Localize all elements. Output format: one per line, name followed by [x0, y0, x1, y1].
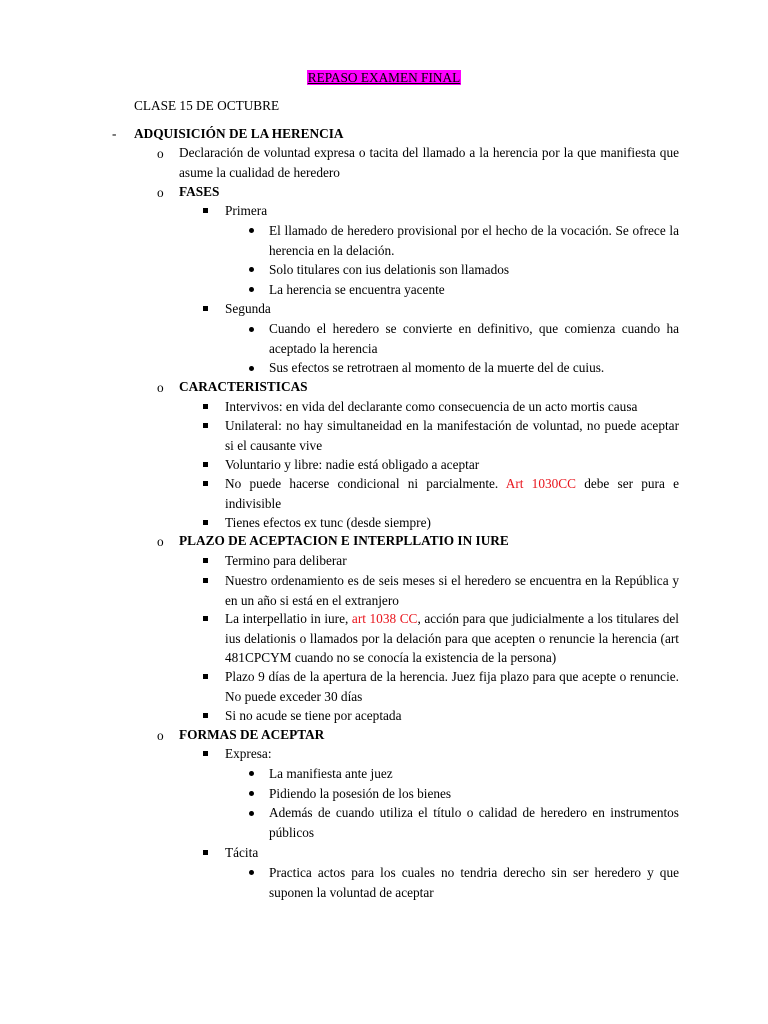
tacita-label: Tácita [225, 845, 259, 860]
segunda-item: Sus efectos se retrotraen al momento de la muerte del de cuius. [269, 360, 605, 375]
square-bullet [203, 474, 208, 493]
square-bullet [203, 843, 208, 862]
plazo-item: Plazo 9 días de la apertura de la herencia. Juez fija plazo para que acepte o renuncie. No puede exceder 30 días [225, 669, 679, 704]
segunda-label: Segunda [225, 301, 271, 316]
round-bullet [249, 863, 254, 882]
square-bullet [203, 551, 208, 570]
round-bullet [249, 784, 254, 803]
plazo-item: La interpellatio in iure, art 1038 CC, acción para que judicialmente a los titulares del ius delationis o llamados por la delación para que acepten o renuncie la herencia (art 481CPCYM cuando no se conocía la existencia de la persona) [225, 611, 680, 665]
round-bullet [249, 280, 254, 299]
square-bullet [203, 609, 208, 628]
round-bullet [249, 359, 254, 378]
caracteristica-item: Voluntario y libre: nadie está obligado a aceptar [225, 457, 480, 472]
expresa-label: Expresa: [225, 746, 272, 761]
fases-heading: FASES [179, 184, 220, 199]
caracteristicas-heading: CARACTERISTICAS [179, 379, 308, 394]
square-bullet [203, 416, 208, 435]
round-bullet [249, 764, 254, 783]
caracteristica-item: No puede hacerse condicional ni parcialmente. Art 1030CC debe ser pura e indivisible [225, 476, 679, 511]
square-bullet [203, 744, 208, 763]
circle-bullet: o [157, 185, 164, 200]
round-bullet [249, 260, 254, 279]
square-bullet [203, 706, 208, 725]
square-bullet [203, 397, 208, 416]
article-reference: Art 1030CC [505, 476, 577, 491]
expresa-item: La manifiesta ante juez [269, 766, 393, 781]
caracteristica-item: Unilateral: no hay simultaneidad en la manifestación de voluntad, no puede aceptar si el causante vive [225, 418, 679, 453]
expresa-item: Pidiendo la posesión de los bienes [269, 786, 452, 801]
definition-text: Declaración de voluntad expresa o tacita del llamado a la herencia por la que manifiesta que asume la cualidad de heredero [179, 145, 679, 180]
tacita-item: Practica actos para los cuales no tendria derecho sin ser heredero y que suponen la voluntad de aceptar [269, 865, 679, 900]
round-bullet [249, 804, 254, 823]
primera-item: La herencia se encuentra yacente [269, 282, 445, 297]
round-bullet [249, 221, 254, 240]
primera-label: Primera [225, 203, 268, 218]
dash-bullet: - [112, 126, 117, 141]
circle-bullet: o [157, 380, 164, 395]
formas-heading: FORMAS DE ACEPTAR [179, 727, 325, 742]
caracteristica-item: Tienes efectos ex tunc (desde siempre) [225, 515, 431, 530]
square-bullet [203, 201, 208, 220]
caracteristica-item: Intervivos: en vida del declarante como consecuencia de un acto mortis causa [225, 399, 638, 414]
document-title: REPASO EXAMEN FINAL [307, 70, 461, 85]
segunda-item: Cuando el heredero se convierte en definitivo, que comienza cuando ha aceptado la herencia [269, 321, 679, 356]
primera-item: El llamado de heredero provisional por el hecho de la vocación. Se ofrece la herencia en la delación. [269, 223, 679, 258]
plazo-item: Termino para deliberar [225, 553, 347, 568]
square-bullet [203, 513, 208, 532]
section-heading: ADQUISICIÓN DE LA HERENCIA [134, 126, 344, 141]
article-reference: art 1038 CC [351, 611, 418, 626]
plazo-item: Si no acude se tiene por aceptada [225, 708, 402, 723]
square-bullet [203, 299, 208, 318]
plazo-heading: PLAZO DE ACEPTACION E INTERPLLATIO IN IURE [179, 533, 509, 548]
circle-bullet: o [157, 728, 164, 743]
circle-bullet: o [157, 534, 164, 549]
square-bullet [203, 455, 208, 474]
plazo-item: Nuestro ordenamiento es de seis meses si el heredero se encuentra en la República y en un año si está en el extranjero [225, 573, 679, 608]
expresa-item: Además de cuando utiliza el título o calidad de heredero en instrumentos públicos [269, 805, 679, 840]
round-bullet [249, 320, 254, 339]
class-date: CLASE 15 DE OCTUBRE [134, 98, 280, 113]
primera-item: Solo titulares con ius delationis son llamados [269, 262, 510, 277]
square-bullet [203, 667, 208, 686]
circle-bullet: o [157, 146, 164, 161]
square-bullet [203, 571, 208, 590]
